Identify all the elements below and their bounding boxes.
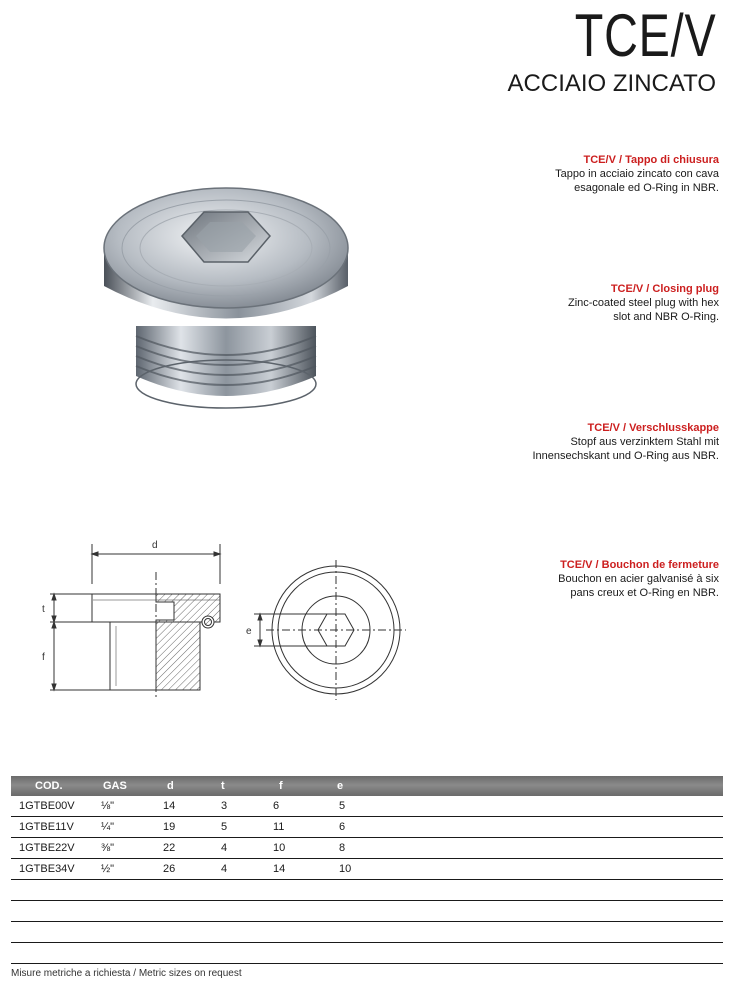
dimension-d-label: d: [152, 540, 158, 551]
table-cell: 11: [273, 821, 285, 833]
table-row: [11, 817, 723, 838]
table-cell: ⅛": [101, 800, 115, 812]
table-row: [11, 901, 723, 922]
table-cell: 10: [273, 842, 286, 854]
description-heading: TCE/V / Verschlusskappe: [587, 422, 719, 434]
description-text: Tappo in acciaio zincato con cava esagonale ed O-Ring in NBR.: [555, 168, 719, 194]
table-cell: 19: [163, 821, 176, 833]
table-cell: 10: [339, 863, 352, 875]
table-body: [11, 796, 723, 964]
technical-drawing: [34, 534, 434, 704]
table-row: [11, 838, 723, 859]
description-heading: TCE/V / Closing plug: [610, 283, 719, 295]
table-cell: 5: [221, 821, 228, 833]
column-header-f: f: [279, 780, 283, 792]
table-cell: 5: [339, 800, 346, 812]
table-cell: 3: [221, 800, 228, 812]
table-row: [11, 943, 723, 964]
dimension-e-label: e: [246, 626, 252, 637]
description-heading: TCE/V / Tappo di chiusura: [583, 154, 719, 166]
table-row: [11, 880, 723, 901]
table-cell: 1GTBE34V: [19, 863, 75, 875]
description-text: Zinc-coated steel plug with hex slot and NBR O-Ring.: [567, 297, 719, 323]
table-cell: 8: [339, 842, 346, 854]
description-text: Stopf aus verzinktem Stahl mit Innensechskant und O-Ring aus NBR.: [532, 436, 719, 462]
column-header-t: t: [221, 780, 225, 792]
description-de: [389, 421, 719, 463]
product-title: [508, 4, 716, 98]
footer-note: Misure metriche a richiesta / Metric sizes on request: [11, 968, 242, 979]
table-cell: ¼": [101, 821, 115, 833]
column-header-gas: GAS: [103, 780, 127, 792]
dimension-t-label: t: [42, 604, 45, 615]
description-it: [389, 153, 719, 195]
table-cell: 1GTBE00V: [19, 800, 75, 812]
description-heading: TCE/V / Bouchon de fermeture: [560, 559, 719, 571]
column-header-d: d: [167, 780, 174, 792]
table-cell: 14: [163, 800, 176, 812]
table-row: [11, 859, 723, 880]
plug-photo: [96, 176, 366, 412]
dimensions-table: [11, 776, 723, 964]
table-cell: 6: [339, 821, 346, 833]
description-text: Bouchon en acier galvanisé à six pans creux et O-Ring en NBR.: [558, 573, 719, 599]
table-cell: 1GTBE11V: [19, 821, 74, 833]
table-cell: ⅜": [101, 842, 115, 854]
table-cell: 26: [163, 863, 176, 875]
table-cell: 14: [273, 863, 286, 875]
description-fr: [389, 558, 719, 600]
dimension-f-label: f: [42, 652, 45, 663]
table-cell: ½": [101, 863, 115, 875]
table-cell: 6: [273, 800, 280, 812]
table-cell: 4: [221, 863, 228, 875]
column-header-e: e: [337, 780, 344, 792]
table-cell: 4: [221, 842, 228, 854]
product-material: ACCIAIO ZINCATO: [507, 70, 716, 97]
table-cell: 1GTBE22V: [19, 842, 75, 854]
product-code: TCE/V: [574, 2, 716, 69]
table-cell: 22: [163, 842, 176, 854]
description-en: [389, 282, 719, 324]
table-row: [11, 796, 723, 817]
table-header: [11, 776, 723, 796]
column-header-cod: COD.: [35, 780, 63, 792]
table-row: [11, 922, 723, 943]
